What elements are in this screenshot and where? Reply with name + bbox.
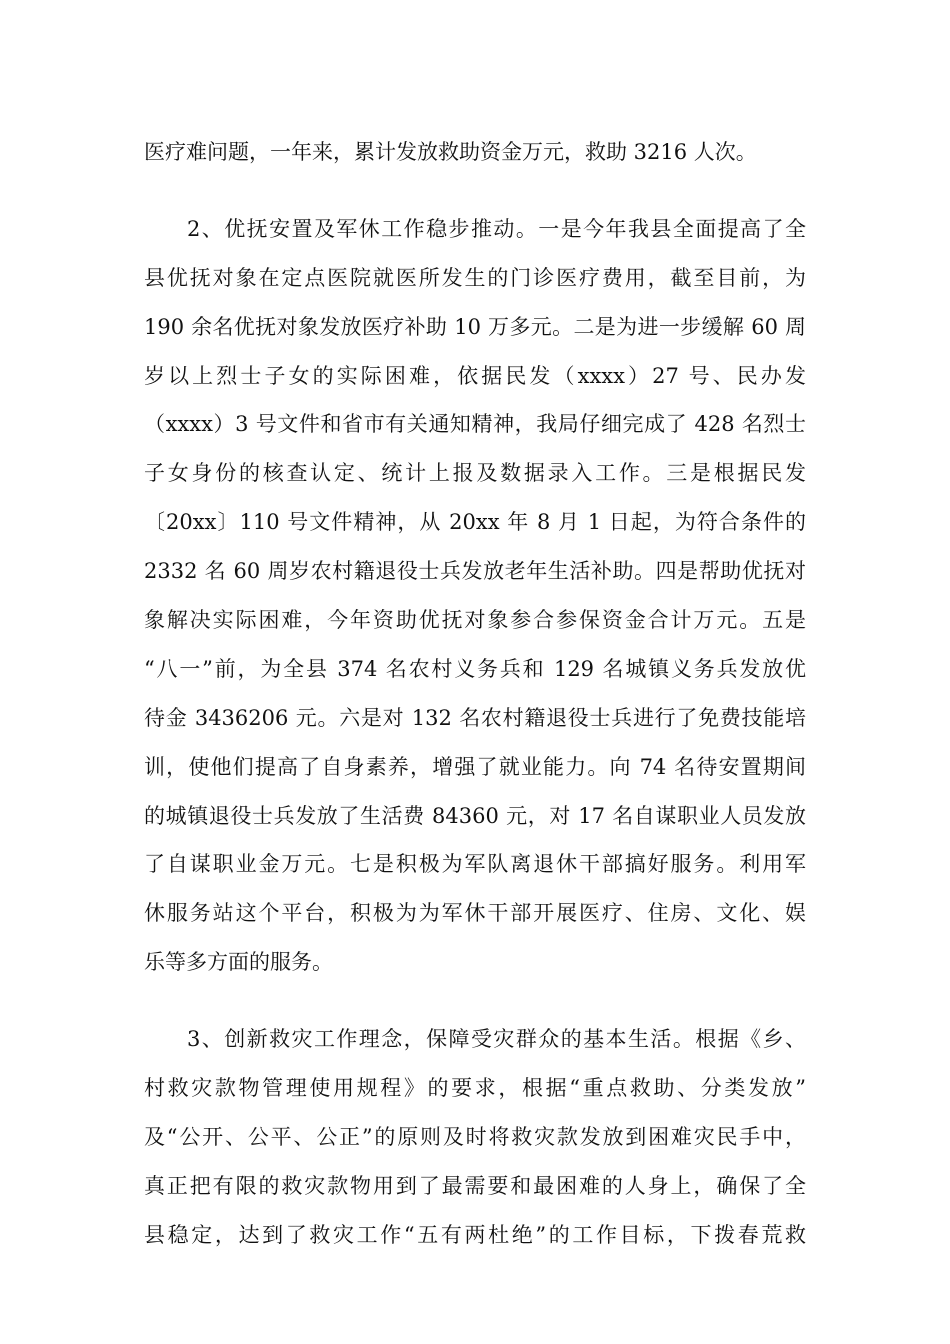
text-line: 村救灾款物管理使用规程》的要求，根据“重点救助、分类发放”: [144, 1076, 806, 1101]
text-line: 休服务站这个平台，积极为为军休干部开展医疗、住房、文化、娱: [144, 901, 806, 926]
text-line: 乐等多方面的服务。: [144, 950, 333, 975]
text-line: 真正把有限的救灾款物用到了最需要和最困难的人身上，确保了全: [144, 1173, 806, 1198]
text-line: 及“公开、公平、公正”的原则及时将救灾款发放到困难灾民手中，: [144, 1124, 806, 1149]
document-body: [144, 128, 806, 1260]
text-line: 县优抚对象在定点医院就医所发生的门诊医疗费用，截至目前，为: [144, 265, 806, 290]
text-line: 县稳定，达到了救灾工作“五有两杜绝”的工作目标，下拨春荒救: [144, 1222, 806, 1247]
paragraph-gap: [144, 987, 806, 1015]
paragraph-gap: [144, 177, 806, 205]
text-line: 的城镇退役士兵发放了生活费 84360 元，对 17 名自谋职业人员发放: [144, 803, 806, 828]
text-line: 子女身份的核查认定、统计上报及数据录入工作。三是根据民发: [144, 461, 806, 486]
text-line: 〔20xx〕110 号文件精神，从 20xx 年 8 月 1 日起，为符合条件的: [144, 510, 806, 535]
text-line: “八一”前，为全县 374 名农村义务兵和 129 名城镇义务兵发放优: [144, 656, 806, 681]
paragraph-start-line: 2、优抚安置及军休工作稳步推动。一是今年我县全面提高了全: [187, 216, 806, 241]
text-line: 岁以上烈士子女的实际困难，依据民发（xxxx）27 号、民办发: [144, 363, 806, 388]
text-line: 2332 名 60 周岁农村籍退役士兵发放老年生活补助。四是帮助优抚对: [144, 559, 806, 584]
text-line: 医疗难问题，一年来，累计发放救助资金万元，救助 3216 人次。: [144, 140, 757, 164]
text-line: 了自谋职业金万元。七是积极为军队离退休干部搞好服务。利用军: [144, 852, 806, 877]
text-line: 训，使他们提高了自身素养，增强了就业能力。向 74 名待安置期间: [144, 754, 806, 779]
text-line: （xxxx）3 号文件和省市有关通知精神，我局仔细完成了 428 名烈士: [144, 412, 806, 437]
paragraph-start-line: 3、创新救灾工作理念，保障受灾群众的基本生活。根据《乡、: [187, 1027, 806, 1052]
text-line: 190 余名优抚对象发放医疗补助 10 万多元。二是为进一步缓解 60 周: [144, 314, 806, 339]
text-line: 待金 3436206 元。六是对 132 名农村籍退役士兵进行了免费技能培: [144, 705, 806, 730]
text-line: 象解决实际困难，今年资助优抚对象参合参保资金合计万元。五是: [144, 608, 806, 633]
